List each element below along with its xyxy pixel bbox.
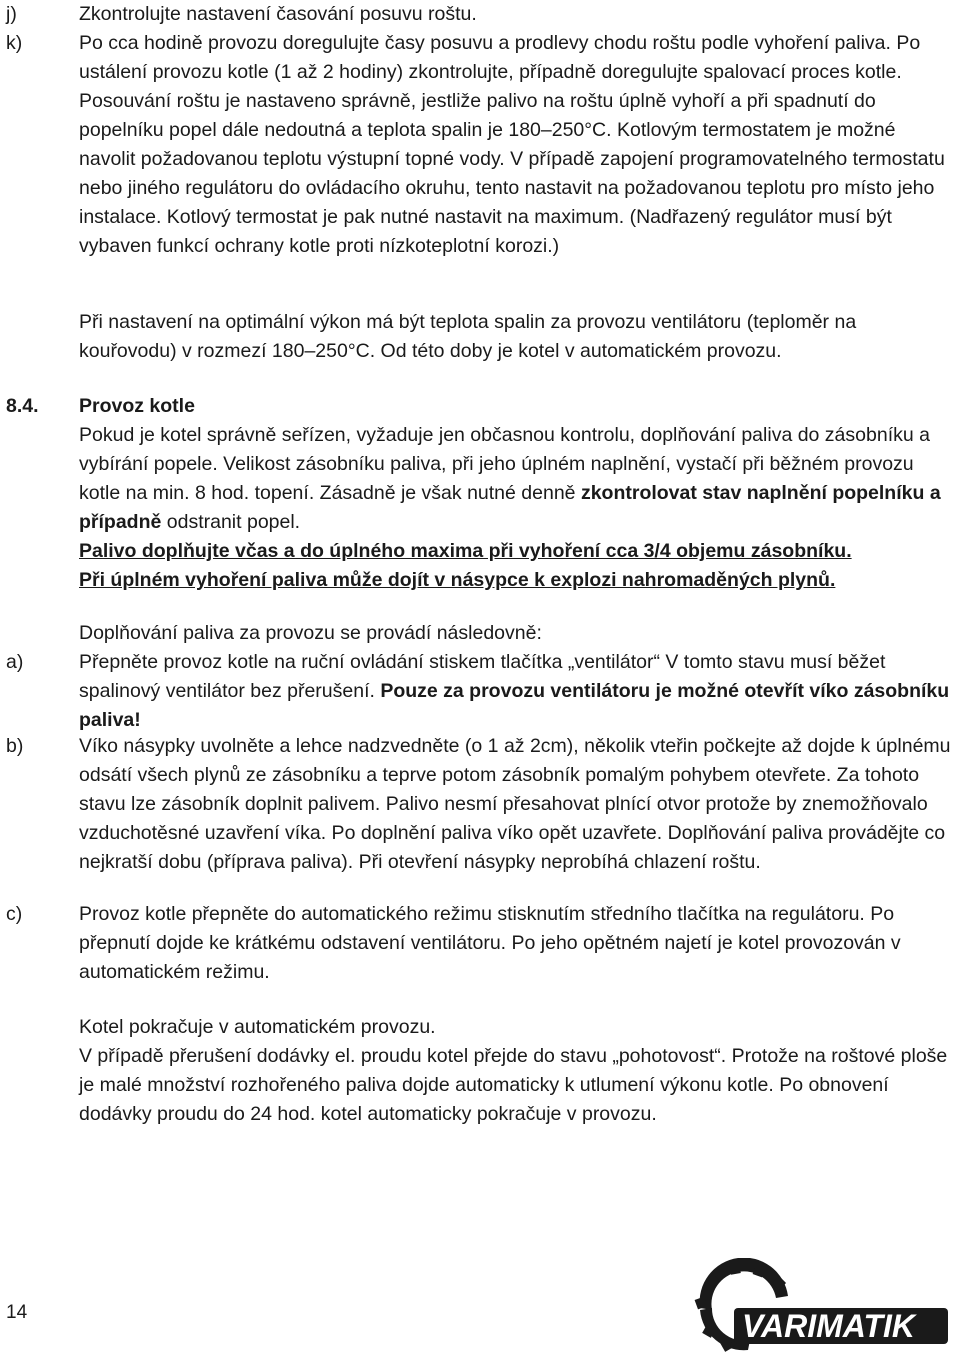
step-text <box>79 648 955 735</box>
closing-line-1: Kotel pokračuje v automatickém provozu. <box>79 1016 436 1038</box>
paragraph-text: Pokud je kotel správně seřízen, vyžaduje jen občasnou kontrolu, doplňování paliva do zásobníku a vybírání popele. Velikost zásobníku paliva, při jeho úplném naplnění, vystačí při běžném provozu kotle na min. 8 hod. topení. Zásadně je však nutné denně <box>79 424 930 504</box>
warning-line-2: Při úplném vyhoření paliva může dojít v násypce k explozi nahromaděných plynů. <box>79 569 836 591</box>
step-text-plain: Přepněte provoz kotle na ruční ovládání stiskem tlačítka „ventilátor“ V tomto stavu musí běžet spalinový ventilátor bez přerušení. <box>79 651 886 702</box>
paragraph-text-end: odstranit popel. <box>161 511 301 533</box>
warning-line-1: Palivo doplňujte včas a do úplného maxima při vyhoření cca 3/4 objemu zásobníku. <box>79 540 852 562</box>
closing-line-2: V případě přerušení dodávky el. proudu kotel přejde do stavu „pohotovost“. Protože na roštové ploše je malé množství rozhořeného paliva dojde automaticky k utlumení výkonu kotle. Po obnovení dodávky proudu do 24 hod. kotel automaticky pokračuje v provozu. <box>79 1045 948 1125</box>
section-number: 8.4. <box>6 395 39 417</box>
item-text: Zkontrolujte nastavení časování posuvu roštu. <box>79 3 477 25</box>
item-label: j) <box>6 3 17 25</box>
paragraph-bold: zkontrolovat stav naplnění popelníku a případně <box>79 482 941 533</box>
section-paragraph <box>79 421 955 537</box>
step-text: Provoz kotle přepněte do automatického režimu stisknutím středního tlačítka na regulátoru. Po přepnutí dojde ke krátkému odstavení ventilátoru. Po jeho opětném najetí je kotel provozován v automatickém režimu. <box>79 903 901 983</box>
step-label: c) <box>6 903 23 925</box>
page-number: 14 <box>6 1302 28 1323</box>
item-text: Po cca hodině provozu doregulujte časy posuvu a prodlevy chodu roštu podle vyhoření paliva. Po ustálení provozu kotle (1 až 2 hodiny) zkontrolujte, případně doregulujte spalovací proces kotle. Posouvání roštu je nastaveno správně, jestliže palivo na roštu úplně vyhoří a při spadnutí do popelníku popel dále nedoutná a teplota spalin je 180–250°C. Kotlovým termostatem je možné navolit požadovanou teplotu výstupní topné vody. V případě zapojení programovatelného termostatu nebo jiného regulátoru do ovládacího okruhu, tento nastavit na požadovanou teplotu pro místo jeho instalace. Kotlový termostat je pak nutné nastavit na maximum. (Nadřazený regulátor musí být vybaven funkcí ochrany kotle proti nízkoteplotní korozi.) <box>79 32 945 257</box>
logo-text: VARIMATIK <box>742 1308 916 1344</box>
item-label: k) <box>6 32 23 54</box>
closing-body <box>79 1013 955 1129</box>
section-body <box>79 392 955 595</box>
step-text-bold: Pouze za provozu ventilátoru je možné otevřít víko zásobníku paliva! <box>79 680 950 731</box>
step-text: Víko násypky uvolněte a lehce nadzvedněte (o 1 až 2cm), několik vteřin počkejte až dojde k úplnému odsátí všech plynů ze zásobníku a teprve potom zásobník pomalým pohybem otevřete. Za tohoto stavu lze zásobník doplnit palivem. Palivo nesmí přesahovat plnící otvor protože by znemožňovalo vzduchotěsné uzavření víka. Po doplnění paliva víko opět uzavřete. Doplňování paliva provádějte co nejkratší dobu (příprava paliva). Při otevření násypky neprobíhá chlazení roštu. <box>79 735 951 873</box>
varimatik-logo <box>690 1258 952 1352</box>
refill-intro-text: Doplňování paliva za provozu se provádí následovně: <box>79 622 542 644</box>
step-label: b) <box>6 735 24 757</box>
note-text: Při nastavení na optimální výkon má být teplota spalin za provozu ventilátoru (teploměr na kouřovodu) v rozmezí 180–250°C. Od této doby je kotel v automatickém provozu. <box>79 311 857 362</box>
section-title: Provoz kotle <box>79 395 195 417</box>
step-label: a) <box>6 651 24 673</box>
